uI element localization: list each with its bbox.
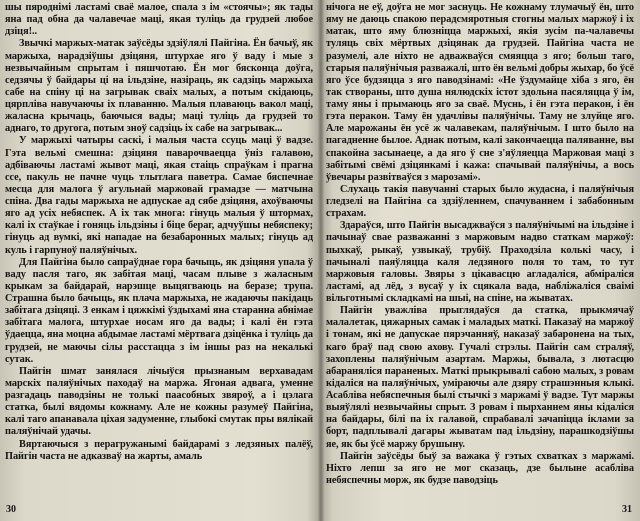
paragraph: Звычкi маржых-матак заўсёды здзiўлялi Пайгiна. Ён бачыў, як маржыха, нарадзiўшы дзiцяня, штурхае яго ў ваду i мые з незвычайным спрытам i пяшчотаю. Ён мог бясконца доўга, седзячы ў байдары ці на ільдзіне, назіраць, як садзіць маржыха сабе на спіну ці на загрывак сваіх малых, а потым скідаюць, цярпліва навучаючы іх плаванню. Малыя плаваюць вакол маці, жаласна крычаць, баючыся вады; маці туліць да грудзей то аднаго, то другога, потым зноў садзіць іх сабе на загрывак... (5, 38, 313, 135)
paragraph: Здараўся, што Пайгін высаджваўся з паляўнічымі на ільдзіне і пачынаў свае разважанні з маржовым надво статкам маржоў: пыхкаў, рыкаў, узвыкаў, трубіў. Праходзіла колькі часу, і пачыналі паяўляцца каля ледзяного поля то там, то тут маржовыя галовы. Звяры з цікавасцю агладаліся, абміраліся ластамі, ад лёд, з вусаў у іх сцякала вада, набліжаліся сваімі вільготнымі складкамі на шыі, на спіне, на жыватах. (326, 220, 634, 304)
left-page-text (5, 2, 313, 463)
paragraph: Вяртаючыся з перагружанымі байдарамі з ледзяных палёў, Пайгін часта не адказваў на жарты, амаль (5, 438, 313, 462)
paragraph: Пайгін уважліва прыглядаўся да статка, прыкмячаў малалетак, цяжарных самак і маладых маткі. Паказаў на маржоў і тонам, які не дапускае пярэчанняў, наказаў забаронена на тых, каго браў пад свою ахову. Гучалі стрэлы. Пайгін сам страляў, захоплены паляўнічым азартам. Маржы, бывала, з лютасцю абараняліся параненых. Маткі прыкрывалі сабою малых, з ровам кідаліся на паляўнічых, уміраючы але дзяру страшэнныя клыкі. Асабліва небяспечныя былі стычкі з маржамі ў вадзе. Тут маржы выяўлялі незвычайны спрыт. З ровам і пырханнем яны кідаліся на байдары, білі па іх галавой, спрабавалі зачапіцца іклами за борт, падплывалі дагары жыватам пад ільдзіну, парашкодзіўшы яе, як бы ўсё маржу брушыну. (326, 305, 634, 450)
right-page (324, 2, 638, 519)
right-page-text (326, 2, 634, 487)
page-number: 31 (622, 504, 632, 515)
paragraph: У маржыхі чатыры саскі, і малыя часта ссуць маці ў вадзе. Гэта вельмі смешна: дзіцяня паварочваецца ўніз галавою, адбіваючы ластамі жывот маці, якая стаіць спраўкам і прагна ссе, пакуль не пачне чуць тлытлага паветра. Самае бяспечнае месца для малога ў агульнай маржовай грамадзе — матчына спіна. Два гады маржыха не адпускае ад сябе дзіцяня, ахоўваючы яго ад усіх небяспек. А іх так многа: гінуць малыя ў штормах, калі іх стаўкае і гоняць ільдзіны і біце бераг, адчуўшы небяспеку; гінуць ад вумкі, які нападае на безабаронных малых; гінуць ад куль і гарпуноў паляўнічых. (5, 135, 313, 256)
paragraph: нічога не еў, доўга не мог заснуць. Не кожнаму тлумачыў ён, што яму не даюць спакою перадсмяротныя стогны малых маржоў і іх матак, што яму блюзніцца маржыхі, якія зусім па-чалавечы туляць свіх мёртвых дзіцянак да грудзей. Пайгіна часта не разумелі, але ніхто не адважваўся смяяцца з яго; больш таго, старыя паляўнічыя разважалі, што ён вельмі добры жыхар, бо ўсё яго ўсе будзяцца з яго паводзінамі: «Не ўздумайце хіба з яго, ён так створаны, што душа нялюдскіх істот здольна пасяляцца ў ім, таму яны і прымаюць яго за сваё. Муснь, і ён гэта перакон, і ён гэта перакон. Таму ён удачлівы паляўнічы. Таму не злуйце яго. Але марожаны ён усё ж чалавекам, паляўнічым. І што было на пагадненне былое. Аднак потым, калі закончаецца паляванне, вы спакойна засынаеце, а да яго ў сне з'яўляецца Маржовая маці з забітымі свёмі дзіцянкамі і кажа: спачывай паляўнічы, а вось ўвечары развітваўся з марозамі». (326, 2, 635, 183)
paragraph: Пайгін шмат занялася лічыўся прызнаным верхавадам марскіх паляўнічых паходаў на маржа. Ягоная адвага, уменне разгадаць паводзіны не толькі паасобных звяроў, а і цэлага статка, былі вядомы кожнаму. Але не кожны разумеў Пайгіна, калі таго апанавала ціхая задуменне, глыбокі смутак пры вялікай паляўнічай удачы. (5, 365, 313, 438)
page-number: 30 (6, 504, 16, 515)
paragraph: шы пяродні́мі ластамі сваё малое, спала з ім «стоячы»; як тады яна пад обна да чалавечае мацi, якая тулiць да грудзей любое дзiця!.. (5, 2, 313, 38)
paragraph: Слухаць такія павучанні старых было жудасна, і паляўнічыя гледзелі на Пайгіна са здзіўленнем, спачуваннем і забабонным страхам. (326, 183, 634, 220)
paragraph: Пайгін заўсёды быў за важака ў гэтых схватках з маржамі. Ніхто лепш за яго не мог сказаць, дзе былыне асабліва небяспечны морж, як будзе паводзіць (326, 450, 634, 486)
left-page (3, 2, 317, 519)
paragraph: Для Пайгіна было сапраўднае гора бачыць, як дзіцяня упала ў ваду пасля таго, як забітая маці, часам плыве з жаласным крыкам за байдарай, нарэшце выцягваюць на беразе; трупа. Страшна было бачыць, як плача маржыха, не жадаючы пакідаць забітага дзіцяці. З енкам і цяжкімі ўздыхамі яна старанна абнімае забітага малога, штурхае носам яго да вады; і калі ён гэта ўдаецца, яна моцна абдымае ластамі мёртвага дзіцёнка і туліць да грудзей, не маючы сілы расстацца з ім іншы раз на некалькі сутак. (5, 256, 313, 365)
